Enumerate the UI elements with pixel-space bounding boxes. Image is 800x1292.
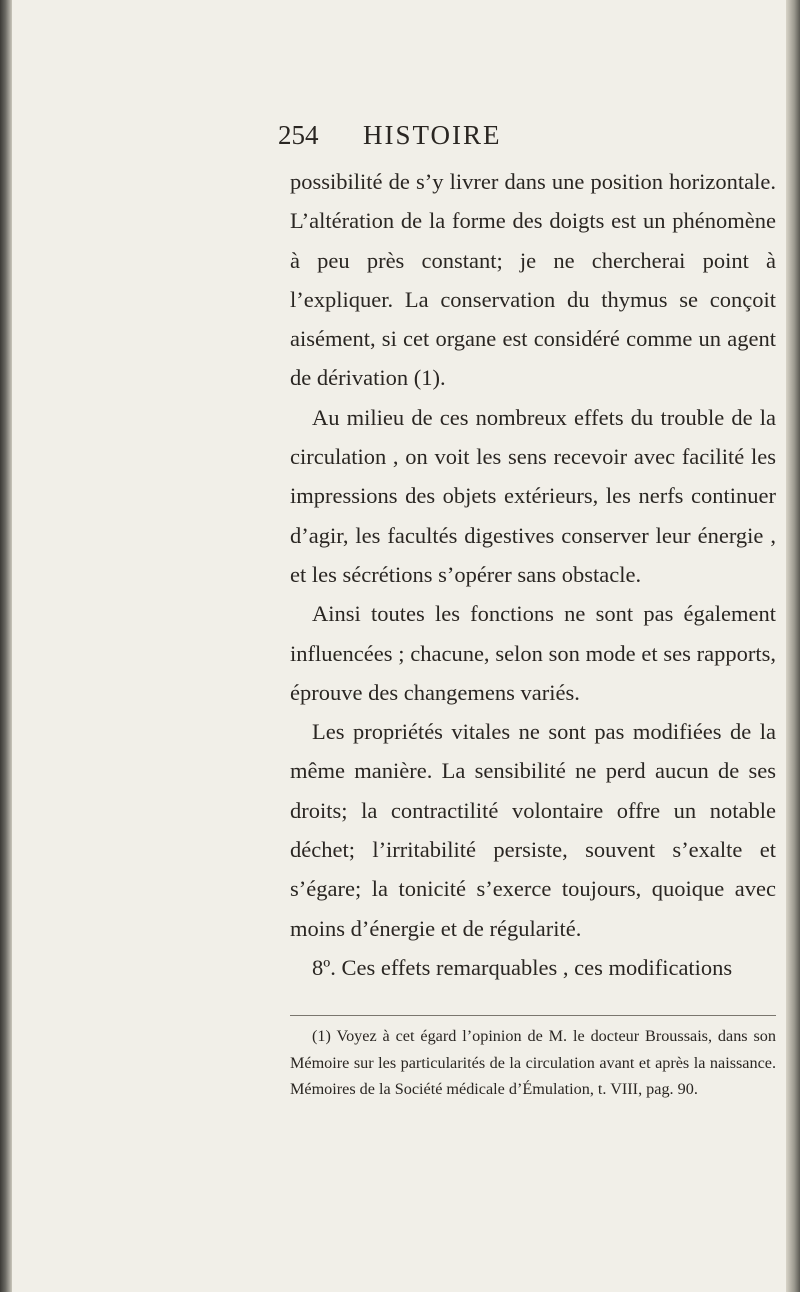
running-title: HISTOIRE [363,120,502,150]
body-text [290,162,776,987]
paragraph-continuation: possibilité de s’y livrer dans une position horizontale. L’altération de la forme des doigts est un phénomène à peu près constant; je ne chercherai point à l’expliquer. La conservation du thymus se conçoit aisément, si cet organe est considéré comme un agent de dérivation (1). [290,169,776,391]
footnote-divider [290,1015,776,1016]
paragraph: Ainsi toutes les fonctions ne sont pas également influencées ; chacune, selon son mode et ses rapports, éprouve des changemens variés. [290,601,776,705]
paragraph: Au milieu de ces nombreux effets du trouble de la circulation , on voit les sens recevoir avec facilité les impressions des objets extérieurs, les nerfs continuer d’agir, les facultés digestives conserver leur énergie , et les sécrétions s’opérer sans obstacle. [290,404,776,587]
footnote [290,1023,776,1103]
footnote-text: (1) Voyez à cet égard l’opinion de M. le docteur Broussais, dans son Mémoire sur les particularités de la circulation avant et après la naissance. Mémoires de la Société médicale d’Émulation, t. VIII, pag. 90. [290,1027,776,1098]
page-header [278,120,638,160]
book-spine-shadow [0,0,12,1292]
paragraph: Les propriétés vitales ne sont pas modifiées de la même manière. La sensibilité ne perd aucun de ses droits; la contractilité volontaire offre un notable déchet; l’irritabilité persiste, souvent s’exalte et s’égare; la tonicité s’exerce toujours, quoique avec moins d’énergie et de régularité. [290,719,776,941]
page-number: 254 [278,120,319,150]
page-edge-shadow [786,0,800,1292]
paragraph-numbered: 8º. Ces effets remarquables , ces modifications [312,954,733,980]
